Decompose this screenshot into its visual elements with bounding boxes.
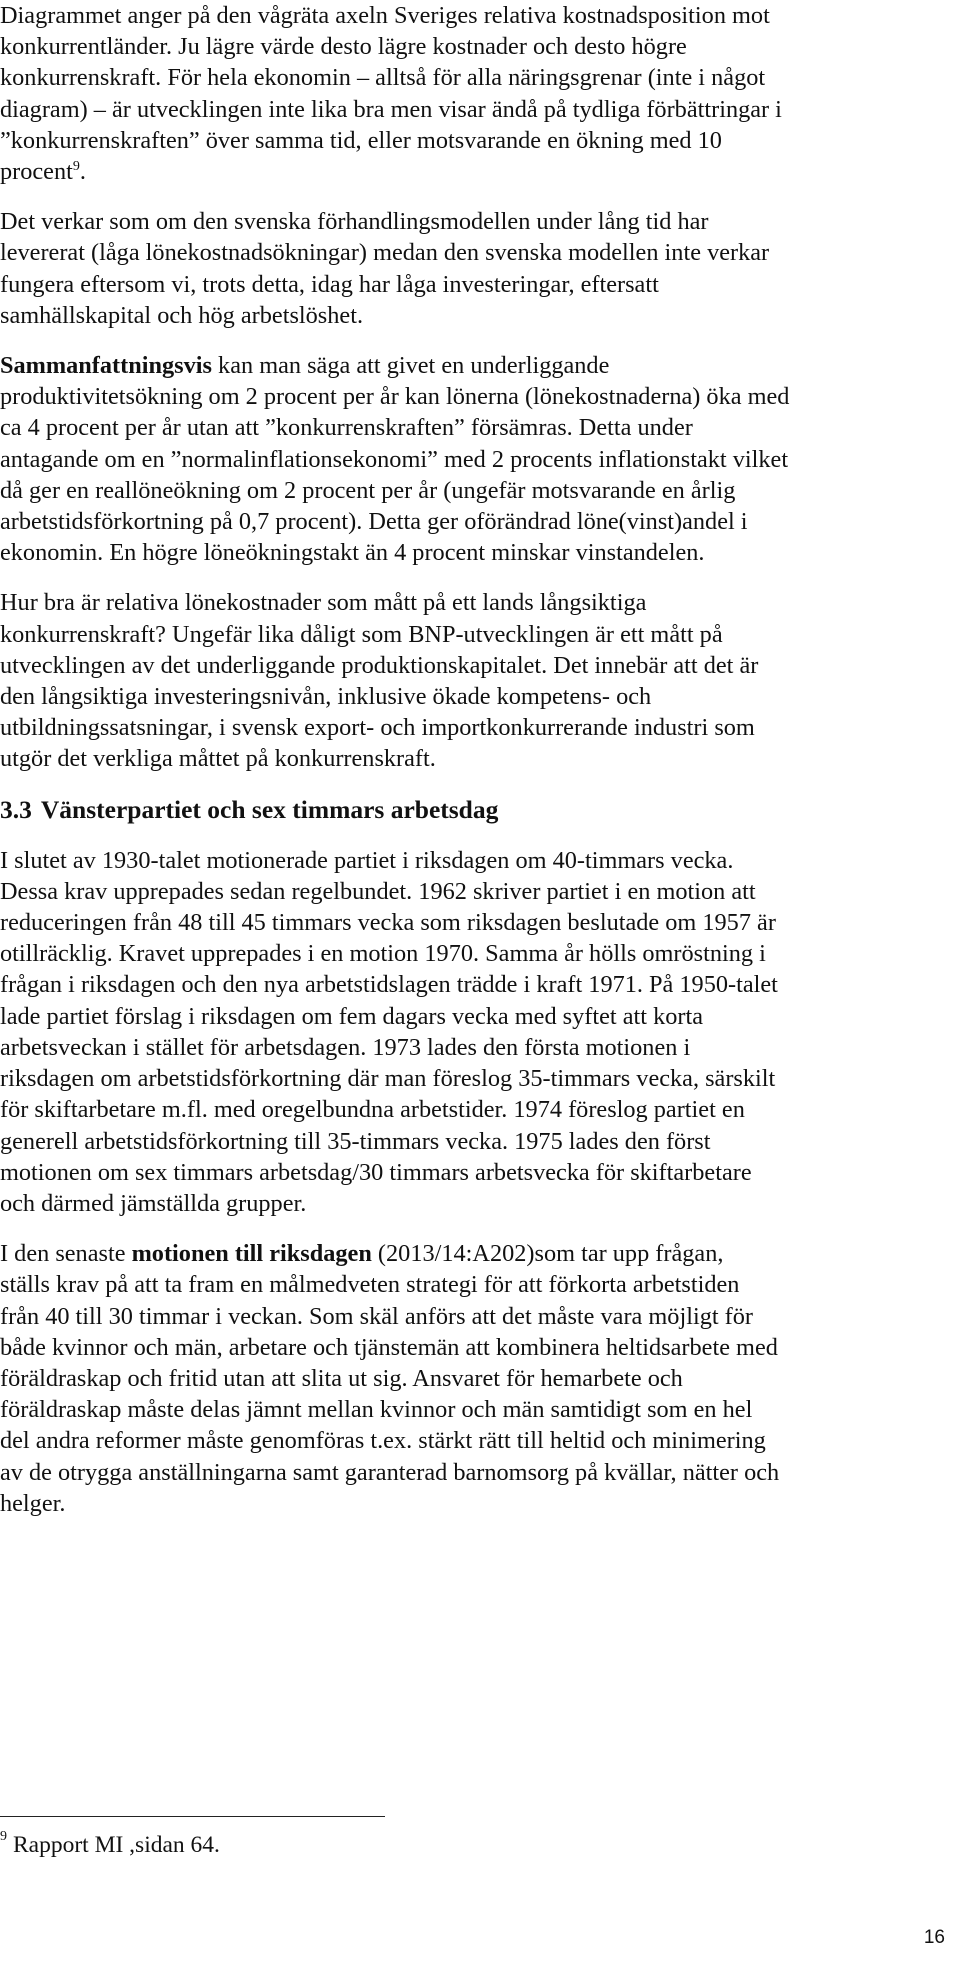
text-line: konkurrenskraft. För hela ekonomin – alltså för alla näringsgrenar (inte i något (0, 64, 766, 92)
text-line: utgör det verkliga måttet på konkurrenskraft. (0, 745, 436, 773)
paragraph-relative-labor-costs (0, 587, 945, 774)
text-fragment: I den senaste (0, 1240, 132, 1268)
text-line: motionen om sex timmars arbetsdag/30 timmars arbetsvecka för skiftarbetare (0, 1158, 752, 1186)
text-line: levererat (låga lönekostnadsökningar) medan den svenska modellen inte verkar (0, 239, 770, 267)
footnote (0, 1830, 220, 1860)
bold-lead: Sammanfattningsvis (0, 352, 212, 380)
footnote-text: Rapport MI ,sidan 64. (13, 1832, 220, 1858)
text-line: då ger en reallöneökning om 2 procent per år (ungefär motsvarande en årlig (0, 476, 736, 504)
footnote-marker: 9 (0, 1829, 7, 1844)
text-line: och därmed jämställda grupper. (0, 1189, 307, 1217)
text-line: generell arbetstidsförkortning till 35-timmars vecka. 1975 lades den först (0, 1127, 711, 1155)
paragraph-latest-motion (0, 1238, 945, 1519)
text-line: ställs krav på att ta fram en målmedveten strategi för att förkorta arbetstiden (0, 1271, 740, 1299)
footnote-divider (0, 1816, 385, 1817)
text-fragment: (2013/14:A202)som tar upp frågan, (371, 1240, 724, 1268)
text-line: ”konkurrenskraften” över samma tid, eller motsvarande en ökning med 10 (0, 126, 722, 154)
text-fragment: kan man säga att givet en underliggande (211, 352, 610, 380)
text-line: I slutet av 1930-talet motionerade partiet i riksdagen om 40-timmars vecka. (0, 846, 734, 874)
text-line: riksdagen om arbetstidsförkortning där man föreslog 35-timmars vecka, särskilt (0, 1065, 776, 1093)
paragraph-history (0, 845, 945, 1219)
text-line: konkurrenskraft? Ungefär lika dåligt som BNP-utvecklingen är ett mått på (0, 620, 723, 648)
text-line: produktivitetsökning om 2 procent per år kan lönerna (lönekostnaderna) öka med (0, 383, 790, 411)
text-line: Diagrammet anger på den vågräta axeln Sveriges relativa kostnadsposition mot (0, 2, 770, 29)
text-line: frågan i riksdagen och den nya arbetstidslagen trädde i kraft 1971. På 1950-talet (0, 971, 778, 999)
bold-phrase: motionen till riksdagen (131, 1240, 372, 1268)
text-line: arbetsveckan i stället för arbetsdagen. 1973 lades den första motionen i (0, 1033, 691, 1061)
text-line: av de otrygga anställningarna samt garanterad barnomsorg på kvällar, nätter och (0, 1458, 780, 1486)
text-line (0, 156, 945, 187)
text-line: diagram) – är utvecklingen inte lika bra men visar ändå på tydliga förbättringar i (0, 95, 782, 123)
text-line: Det verkar som om den svenska förhandlingsmodellen under lång tid har (0, 208, 709, 236)
text-fragment: . (79, 158, 86, 186)
text-line: både kvinnor och män, arbetare och tjänstemän att kombinera heltidsarbete med (0, 1333, 778, 1361)
text-line: utvecklingen av det underliggande produktionskapitalet. Det innebär att det är (0, 651, 759, 679)
text-line: arbetstidsförkortning på 0,7 procent). Detta ger oförändrad löne(vinst)andel i (0, 508, 748, 536)
text-line (0, 350, 945, 381)
text-line: reduceringen från 48 till 45 timmars vecka som riksdagen beslutade om 1957 är (0, 909, 776, 937)
section-title: Vänsterpartiet och sex timmars arbetsdag (40, 794, 499, 824)
paragraph-negotiation-model (0, 206, 945, 331)
text-line: utbildningssatsningar, i svensk export- och importkonkurrerande industri som (0, 714, 755, 742)
text-line: lade partiet förslag i riksdagen om fem dagars vecka med syftet att korta (0, 1002, 703, 1030)
text-line (0, 1238, 945, 1269)
section-heading (0, 794, 945, 825)
text-line: från 40 till 30 timmar i veckan. Som skäl anförs att det måste vara möjligt för (0, 1302, 754, 1330)
text-line: föräldraskap måste delas jämnt mellan kvinnor och män samtidigt som en hel (0, 1396, 753, 1424)
paragraph-diagram-explanation (0, 0, 945, 187)
footnote-reference: 9 (72, 159, 80, 175)
text-line: föräldraskap och fritid utan att slita ut sig. Ansvaret för hemarbete och (0, 1364, 683, 1392)
text-line: Hur bra är relativa lönekostnader som mått på ett lands långsiktiga (0, 589, 647, 617)
text-line: ekonomin. En högre löneökningstakt än 4 procent minskar vinstandelen. (0, 539, 705, 567)
text-line: för skiftarbetare m.fl. med oregelbundna arbetstider. 1974 föreslog partiet en (0, 1096, 745, 1124)
text-line: del andra reformer måste genomföras t.ex. stärkt rätt till heltid och minimering (0, 1427, 766, 1455)
text-line: konkurrentländer. Ju lägre värde desto lägre kostnader och desto högre (0, 33, 687, 61)
text-line: otillräcklig. Kravet upprepades i en motion 1970. Samma år hölls omröstning i (0, 940, 766, 968)
text-line: ca 4 procent per år utan att ”konkurrenskraften” försämras. Detta under (0, 414, 693, 442)
section-number: 3.3 (0, 794, 32, 824)
paragraph-summary (0, 350, 945, 568)
text-line: antagande om en ”normalinflationsekonomi” med 2 procents inflationstakt vilket (0, 445, 789, 473)
text-fragment: procent (0, 158, 73, 186)
page-number: 16 (923, 1927, 945, 1948)
text-line: den långsiktiga investeringsnivån, inklusive ökade kompetens- och (0, 683, 652, 711)
text-line: fungera eftersom vi, trots detta, idag har låga investeringar, eftersatt (0, 270, 659, 298)
text-line: helger. (0, 1489, 66, 1517)
text-line: Dessa krav upprepades sedan regelbundet. 1962 skriver partiet i en motion att (0, 877, 756, 905)
text-line: samhällskapital och hög arbetslöshet. (0, 301, 364, 329)
